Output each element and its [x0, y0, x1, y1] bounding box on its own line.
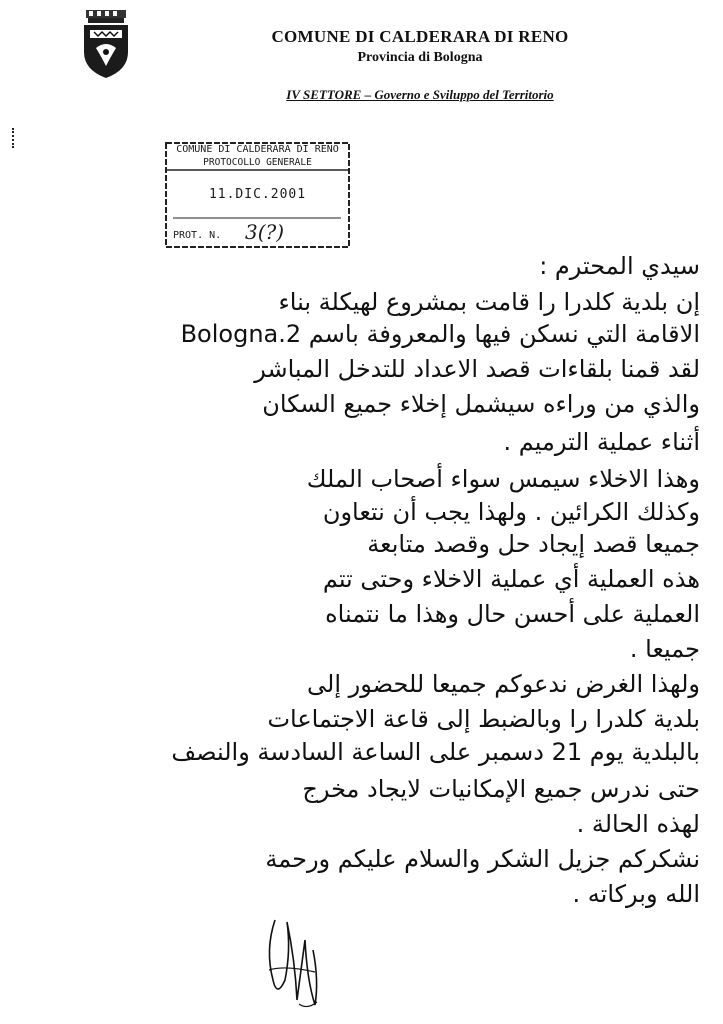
letter-line: بالبلدية يوم 21 دسمبر على الساعة السادسة والنصف [171, 738, 700, 766]
letter-line: والذي من وراءه سيشمل إخلاء جميع السكان [262, 390, 700, 418]
letter-line: العملية على أحسن حال وهذا ما نتمناه [325, 600, 700, 628]
municipal-crest-icon [80, 8, 132, 80]
letter-line: لقد قمنا بلقاءات قصد الاعداد للتدخل المباشر [254, 355, 700, 383]
stamp-date: 11.DIC.2001 [208, 187, 307, 202]
letter-line: وهذا الاخلاء سيمس سواء أصحاب الملك [306, 465, 700, 493]
letter-line: بلدية كلدرا را وبالضبط إلى قاعة الاجتماعات [267, 705, 700, 733]
letter-line: أثناء عملية الترميم . [503, 428, 700, 456]
letter-line: جميعا . [629, 635, 700, 663]
letter-line: الاقامة التي نسكن فيها والمعروفة باسم Bologna.2 [180, 320, 700, 348]
margin-marks [12, 128, 17, 148]
protocol-stamp [165, 140, 350, 248]
letter-line: ولهذا الغرض ندعوكم جميعا للحضور إلى [307, 670, 700, 698]
letter-line: هذه العملية أي عملية الاخلاء وحتى تتم [322, 565, 700, 593]
stamp-line-2: PROTOCOLLO GENERALE [203, 157, 312, 168]
letter-line: وكذلك الكرائين . ولهذا يجب أن نتعاون [322, 498, 700, 526]
stamp-prot-number: 3(?) [245, 220, 285, 244]
letter-line: الله وبركاته . [572, 880, 700, 908]
letter-line: سيدي المحترم : [539, 252, 700, 280]
signature-icon [255, 910, 345, 1015]
department-line: IV SETTORE – Governo e Sviluppo del Territorio [286, 87, 554, 102]
letter-line: حتى ندرس جميع الإمكانيات لايجاد مخرج [302, 775, 700, 803]
letter-line: نشكركم جزيل الشكر والسلام عليكم ورحمة [265, 845, 700, 873]
stamp-prot-label: PROT. N. [173, 230, 222, 241]
letter-line: جميعا قصد إيجاد حل وقصد متابعة [367, 530, 700, 558]
letter-line: إن بلدية كلدرا را قامت بمشروع لهيكلة بناء [278, 288, 700, 316]
municipality-title: COMUNE DI CALDERARA DI RENO [271, 27, 569, 46]
province-subtitle: Provincia di Bologna [357, 50, 483, 65]
stamp-line-1: COMUNE DI CALDERARA DI RENO [176, 144, 339, 155]
letter-line: لهذه الحالة . [576, 810, 700, 838]
